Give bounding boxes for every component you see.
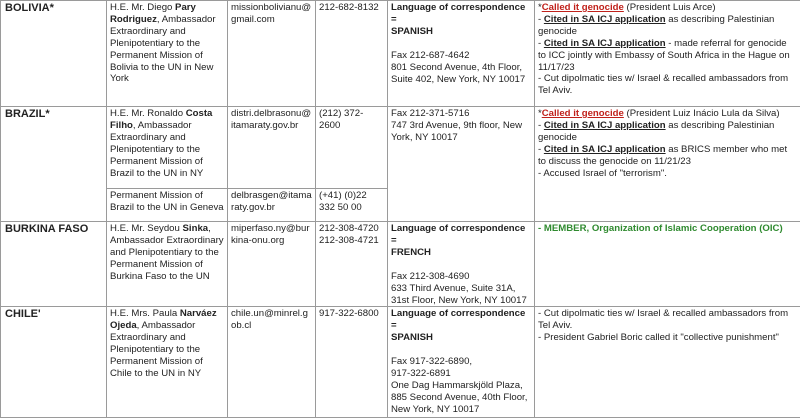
phone: (212) 372-2600 — [316, 107, 388, 189]
correspondence: Language of correspondence = FRENCH Fax 212-308-4690 633 Third Avenue, Suite 31A, 31st Floor, New York, NY 10017 — [388, 222, 535, 307]
representative: Permanent Mission of Brazil to the UN in Geneva — [107, 189, 228, 222]
email: missionbolivianu@gmail.com — [228, 1, 316, 107]
country-name: BURKINA FASO — [1, 222, 107, 307]
country-name: BOLIVIA* — [1, 1, 107, 107]
correspondence: Fax 212-371-5716 747 3rd Avenue, 9th floor, New York, NY 10017 — [388, 107, 535, 222]
country-name: CHILE' — [1, 307, 107, 418]
phone: 212-682-8132 — [316, 1, 388, 107]
notes: *Called it genocide (President Luis Arce) - Cited in SA ICJ application as describing Palestinian genocide - Cited in SA ICJ application - made referral for genocide to ICC jointly with Embassy of South Africa in the Hague on 11/17/23 - Cut dipolmatic ties w/ Israel & recalled ambassadors from Tel Aviv. — [535, 1, 800, 107]
table-row — [1, 307, 800, 418]
country-name: BRAZIL* — [1, 107, 107, 222]
phone: 917-322-6800 — [316, 307, 388, 418]
phone: 212-308-4720 212-308-4721 — [316, 222, 388, 307]
table-row — [1, 1, 800, 107]
icj-link[interactable]: Cited in SA ICJ application — [544, 120, 666, 131]
table-row — [1, 107, 800, 189]
table-row — [1, 222, 800, 307]
icj-link[interactable]: Cited in SA ICJ application — [544, 14, 666, 25]
notes: - Cut dipolmatic ties w/ Israel & recalled ambassadors from Tel Aviv. - President Gabriel Boric called it "collective punishment" — [535, 307, 800, 418]
oic-member-note: - MEMBER, Organization of Islamic Cooperation (OIC) — [538, 223, 797, 235]
email: distri.delbrasonu@itamaraty.gov.br — [228, 107, 316, 189]
representative: H.E. Mr. Ronaldo Costa Filho, Ambassador Extraordinary and Plenipotentiary to the Permanent Mission of Brazil to the UN in NY — [107, 107, 228, 189]
genocide-link[interactable]: Called it genocide — [542, 108, 624, 119]
phone: (+41) (0)22 332 50 00 — [316, 189, 388, 222]
correspondence: Language of correspondence = SPANISH Fax 917-322-6890, 917-322-6891 One Dag Hammarskjöld Plaza, 885 Second Avenue, 40th Floor, New York, NY 10017 — [388, 307, 535, 418]
icj-link[interactable]: Cited in SA ICJ application — [544, 144, 666, 155]
notes: *Called it genocide (President Luiz Inácio Lula da Silva) - Cited in SA ICJ application as describing Palestinian genocide - Cited in SA ICJ application as BRICS member who met to discuss the genocide on 11/21/23 - Accused Israel of "terrorism". — [535, 107, 800, 222]
notes — [535, 222, 800, 307]
correspondence: Language of correspondence = SPANISH Fax 212-687-4642 801 Second Avenue, 4th Floor, Suite 402, New York, NY 10017 — [388, 1, 535, 107]
email: delbrasgen@itamaraty.gov.br — [228, 189, 316, 222]
genocide-link[interactable]: Called it genocide — [542, 2, 624, 13]
representative: H.E. Mr. Seydou Sinka, Ambassador Extraordinary and Plenipotentiary to the Permanent Mission of Burkina Faso to the UN — [107, 222, 228, 307]
representative: H.E. Mrs. Paula Narváez Ojeda, Ambassador Extraordinary and Plenipotentiary to the Permanent Mission of Chile to the UN in NY — [107, 307, 228, 418]
representative: H.E. Mr. Diego Pary Rodriguez, Ambassador Extraordinary and Plenipotentiary to the Permanent Mission of Bolivia to the UN in New York — [107, 1, 228, 107]
email: miperfaso.ny@burkina-onu.org — [228, 222, 316, 307]
email: chile.un@minrel.gob.cl — [228, 307, 316, 418]
icj-link[interactable]: Cited in SA ICJ application — [544, 38, 666, 49]
